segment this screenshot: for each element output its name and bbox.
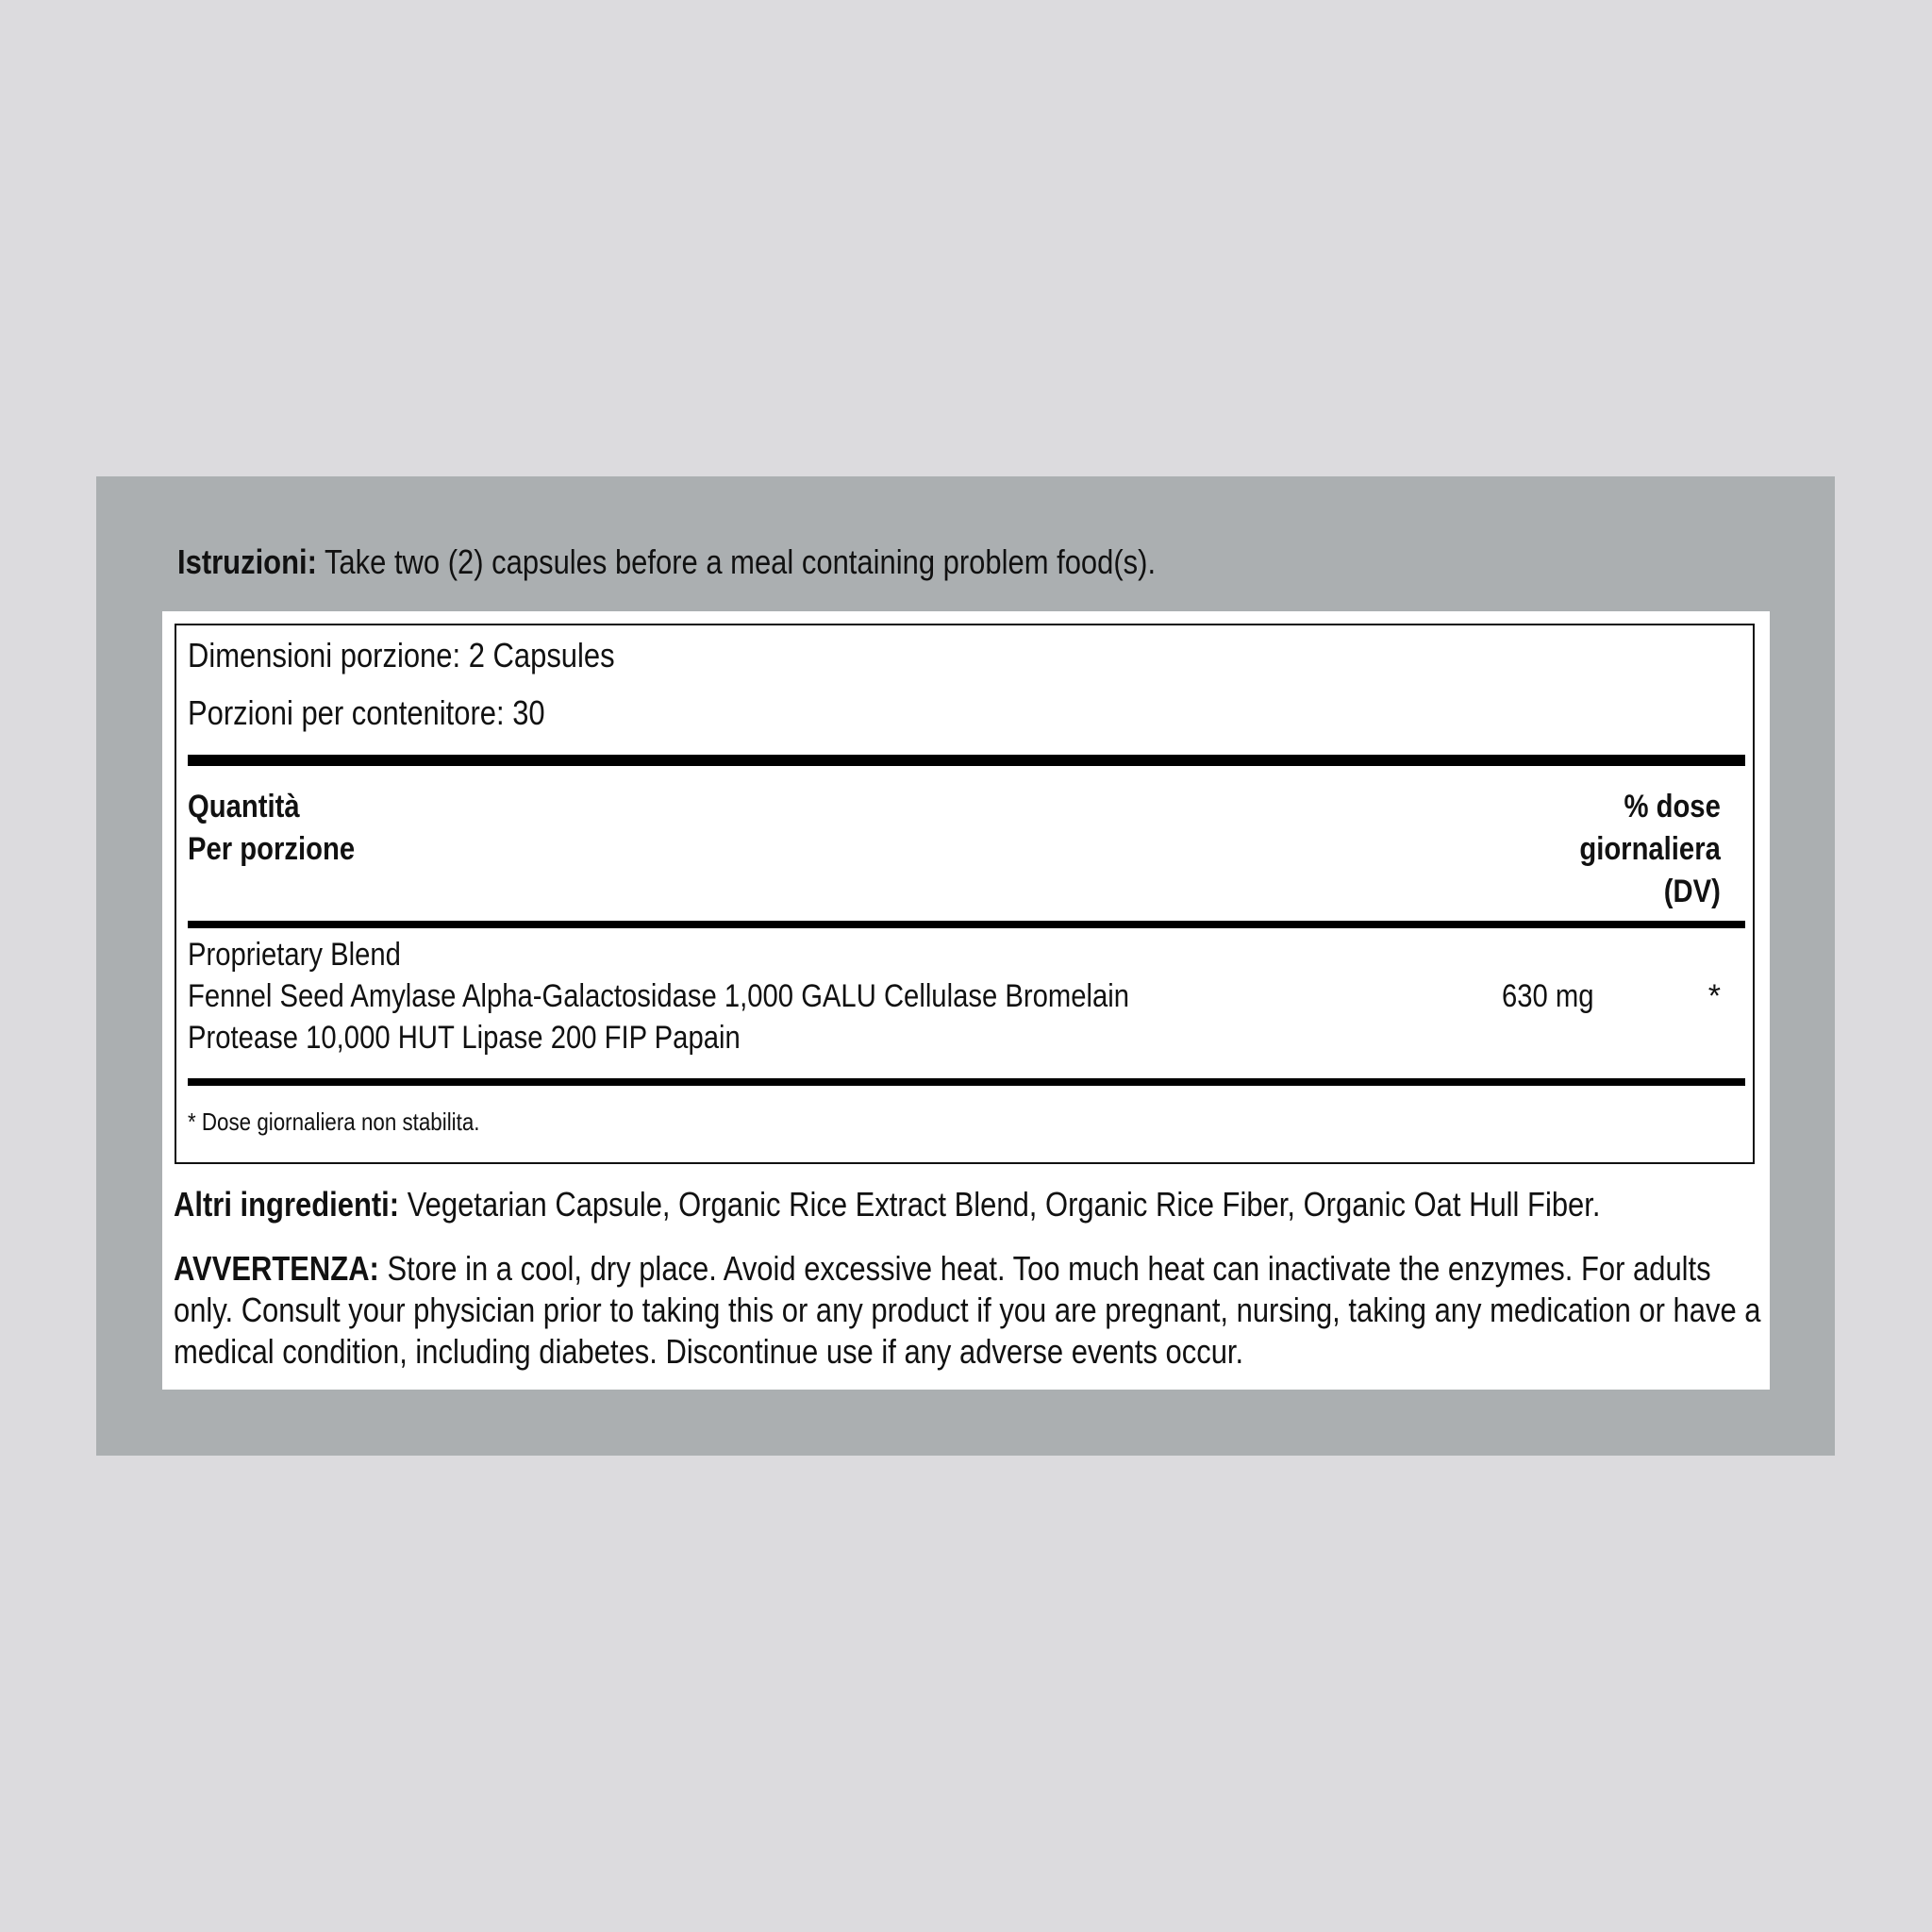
header-per-serving: Per porzione <box>188 831 356 867</box>
other-ingredients-text: Vegetarian Capsule, Organic Rice Extract Blend, Organic Rice Fiber, Organic Oat Hull Fiber. <box>407 1185 1601 1224</box>
directions-label: Istruzioni: <box>177 542 317 581</box>
header-dv-line2: giornaliera <box>1579 831 1721 867</box>
other-ingredients <box>174 1184 1600 1225</box>
thick-divider-top <box>188 755 1745 766</box>
header-dv-line3: (DV) <box>1663 874 1721 909</box>
divider-header <box>188 921 1745 928</box>
header-quantity: Quantità <box>188 789 300 824</box>
daily-value-header <box>1579 786 1721 913</box>
serving-size: Dimensioni porzione: 2 Capsules <box>188 636 615 675</box>
ingredient-name: Proprietary Blend <box>188 937 401 973</box>
amount-per-serving-header <box>188 786 355 871</box>
other-ingredients-label: Altri ingredienti: <box>174 1185 400 1224</box>
label-card <box>162 611 1770 1390</box>
header-dv-line1: % dose <box>1624 789 1721 824</box>
ingredient-daily-value: * <box>1707 978 1721 1014</box>
directions-text: Take two (2) capsules before a meal containing problem food(s). <box>324 542 1157 581</box>
ingredient-row <box>188 934 1129 1058</box>
ingredient-amount: 630 mg <box>1502 978 1594 1014</box>
warning-text: Store in a cool, dry place. Avoid excessive heat. Too much heat can inactivate the enzymes. For adults only. Consult your physician prior to taking this or any product if you are pregnant, nursing, taking any medication or have a medical condition, including diabetes. Discontinue use if any adverse events occur. <box>174 1249 1761 1371</box>
ingredient-detail-2: Protease 10,000 HUT Lipase 200 FIP Papain <box>188 1020 741 1056</box>
supplement-facts-box <box>175 624 1755 1164</box>
divider-bottom <box>188 1078 1745 1086</box>
warning-label: AVVERTENZA: <box>174 1249 379 1288</box>
ingredient-detail-1: Fennel Seed Amylase Alpha-Galactosidase 1,000 GALU Cellulase Bromelain <box>188 978 1129 1014</box>
warning-text-block <box>174 1248 1774 1373</box>
directions-line <box>177 536 1156 589</box>
footnote: * Dose giornaliera non stabilita. <box>188 1108 480 1136</box>
servings-per-container: Porzioni per contenitore: 30 <box>188 693 545 732</box>
